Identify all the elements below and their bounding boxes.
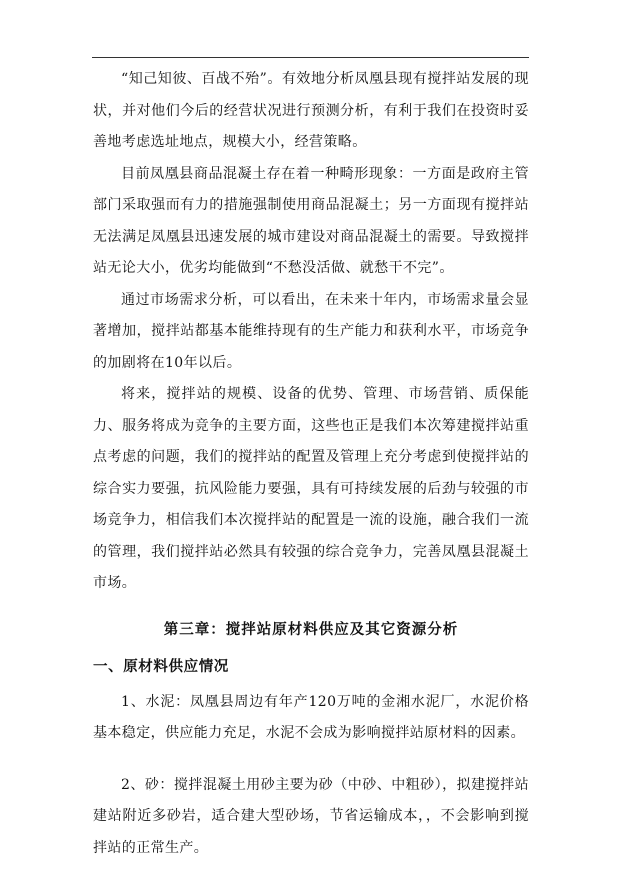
header-rule: [92, 57, 529, 58]
paragraph-know-yourself: “知己知彼、百战不殆”。有效地分析凤凰县现有搅拌站发展的现状，并对他们今后的经营状况进行预测分析，有利于我们在投资时妥善地考虑选址地点，规模大小，经营策略。: [93, 71, 529, 150]
document-body: [93, 64, 529, 864]
chapter-title: 第三章：搅拌站原材料供应及其它资源分析: [163, 620, 459, 638]
paragraph-market-demand: 通过市场需求分析，可以看出，在未来十年内，市场需求量会显著增加，搅拌站都基本能维持现有的生产能力和获利水平，市场竞争的加剧将在10年以后。: [93, 291, 529, 371]
paragraph-future-competition: 将来，搅拌站的规模、设备的优势、管理、市场营销、质保能力、服务将成为竞争的主要方面，这些也正是我们本次筹建搅拌站重点考虑的问题，我们的搅拌站的配置及管理上充分考虑到使搅拌站的综合实力要强，抗风险能力要强，具有可持续发展的后劲与较强的市场竞争力，相信我们本次搅拌站的配置是一流的设施，融合我们一流的管理，我们搅拌站必然具有较强的综合竞争力，完善凤凰县混凝土市场。: [93, 386, 529, 591]
paragraph-sand: 2、砂：搅拌混凝土用砂主要为砂（中砂、中粗砂），拟建搅拌站建站附近多砂岩，适合建大型砂场，节省运输成本，，不会影响到搅拌站的正常生产。: [93, 776, 529, 856]
section-title: 一、原材料供应情况: [93, 658, 229, 675]
paragraph-abnormal-phenomenon: 目前凤凰县商品混凝土存在着一种畸形现象：一方面是政府主管部门采取强而有力的措施强制使用商品混凝土；另一方面现有搅拌站无法满足凤凰县迅速发展的城市建设对商品混凝土的需要。导致搅拌站无论大小，优劣均能做到“不愁没活做、就愁干不完”。: [93, 165, 529, 276]
paragraph-cement: 1、水泥：凤凰县周边有年产120万吨的金湘水泥厂，水泥价格基本稳定，供应能力充足，水泥不会成为影响搅拌站原材料的因素。: [93, 693, 529, 741]
